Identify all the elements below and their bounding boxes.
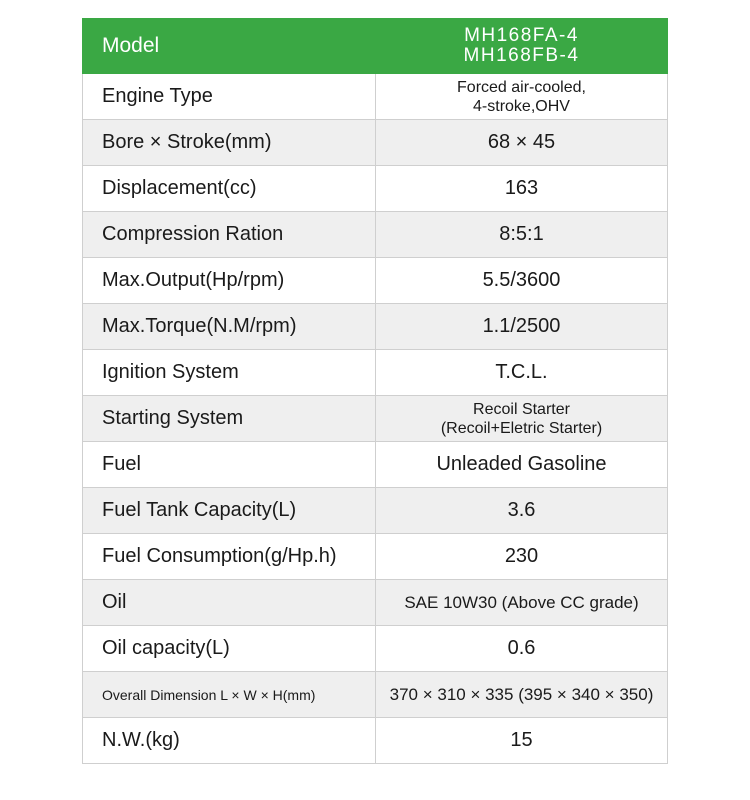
spec-value: 5.5/3600 — [376, 258, 668, 304]
spec-value-line: (Recoil+Eletric Starter) — [440, 419, 603, 437]
spec-value: 370 × 310 × 335 (395 × 340 × 350) — [376, 672, 668, 718]
table-row — [83, 626, 668, 672]
spec-label: Compression Ration — [83, 212, 376, 258]
table-row — [83, 350, 668, 396]
spec-value: 1.1/2500 — [376, 304, 668, 350]
spec-value-line: 4-stroke,OHV — [473, 97, 570, 115]
spec-label: Starting System — [83, 396, 376, 442]
spec-value: 230 — [376, 534, 668, 580]
spec-label: Oil capacity(L) — [83, 626, 376, 672]
spec-value: Unleaded Gasoline — [376, 442, 668, 488]
table-row — [83, 442, 668, 488]
header-models — [376, 19, 668, 74]
spec-label: N.W.(kg) — [83, 718, 376, 764]
table-row — [83, 488, 668, 534]
table-row — [83, 580, 668, 626]
table-header-row — [83, 19, 668, 74]
table-row — [83, 672, 668, 718]
spec-label: Overall Dimension L × W × H(mm) — [83, 672, 376, 718]
header-label: Model — [83, 19, 376, 74]
spec-label: Engine Type — [83, 74, 376, 120]
spec-value: 15 — [376, 718, 668, 764]
table-row — [83, 212, 668, 258]
spec-label: Ignition System — [83, 350, 376, 396]
spec-value: SAE 10W30 (Above CC grade) — [376, 580, 668, 626]
model-name: MH168FA-4 — [464, 25, 579, 46]
spec-label: Max.Torque(N.M/rpm) — [83, 304, 376, 350]
table-row — [83, 166, 668, 212]
spec-label: Oil — [83, 580, 376, 626]
spec-label: Bore × Stroke(mm) — [83, 120, 376, 166]
spec-value-line: Recoil Starter — [473, 400, 570, 418]
spec-value: T.C.L. — [376, 350, 668, 396]
table-row — [83, 396, 668, 442]
spec-label: Fuel Tank Capacity(L) — [83, 488, 376, 534]
spec-value-line: Forced air-cooled, — [457, 78, 586, 96]
table-row — [83, 718, 668, 764]
spec-value: 163 — [376, 166, 668, 212]
spec-label: Fuel — [83, 442, 376, 488]
table-row — [83, 120, 668, 166]
spec-value: 68 × 45 — [376, 120, 668, 166]
spec-label: Max.Output(Hp/rpm) — [83, 258, 376, 304]
spec-value: 0.6 — [376, 626, 668, 672]
spec-label: Fuel Consumption(g/Hp.h) — [83, 534, 376, 580]
spec-value: 3.6 — [376, 488, 668, 534]
table-row — [83, 74, 668, 120]
spec-value — [376, 74, 668, 120]
model-name: MH168FB-4 — [463, 45, 580, 66]
spec-table — [82, 18, 668, 764]
table-row — [83, 304, 668, 350]
table-row — [83, 534, 668, 580]
spec-label: Displacement(cc) — [83, 166, 376, 212]
spec-value: 8:5:1 — [376, 212, 668, 258]
spec-value — [376, 396, 668, 442]
table-row — [83, 258, 668, 304]
